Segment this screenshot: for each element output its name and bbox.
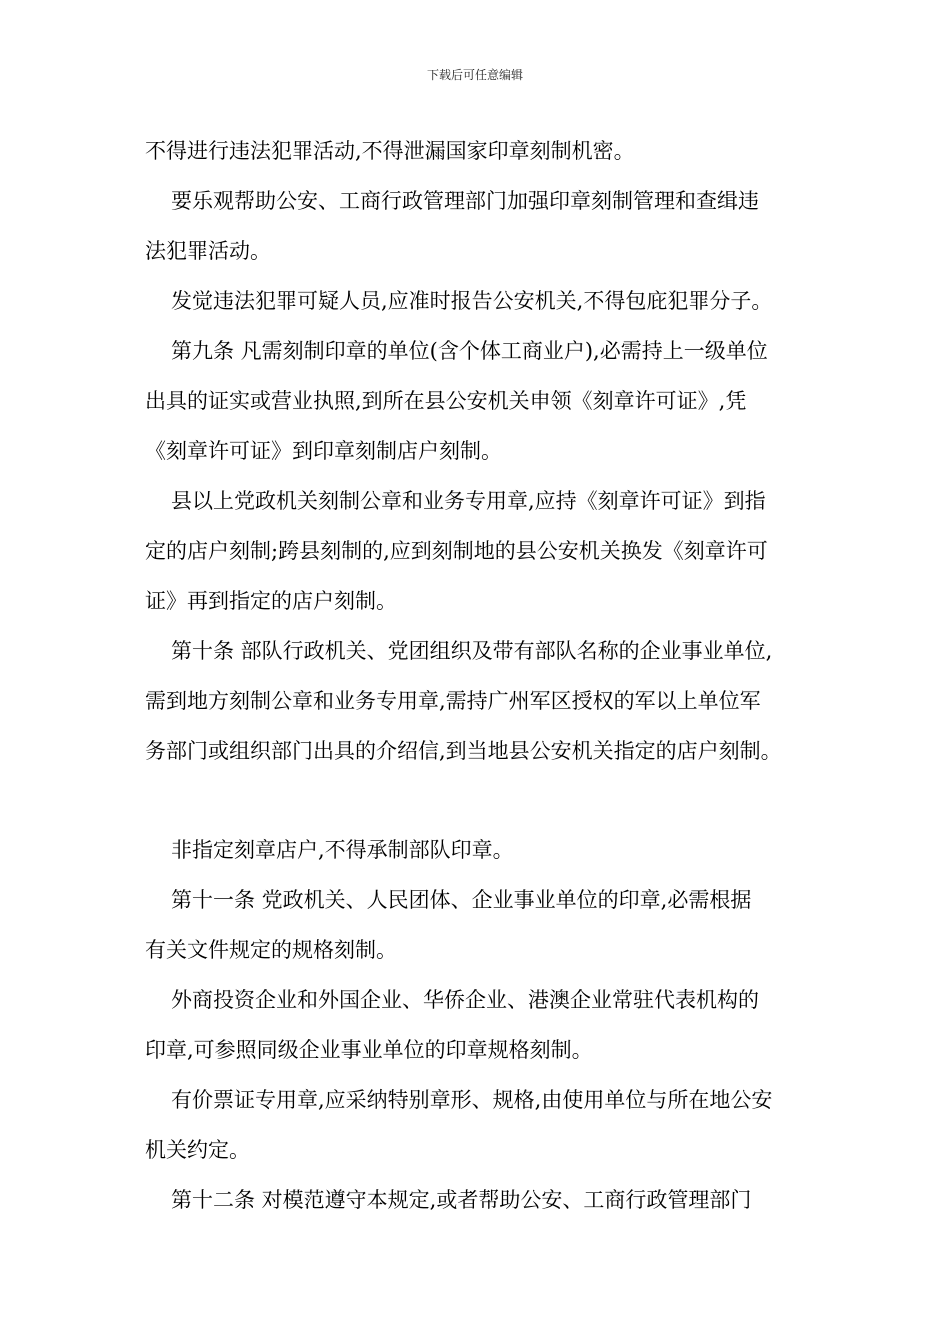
text-line: 县以上党政机关刻制公章和业务专用章,应持《刻章许可证》到指 xyxy=(171,489,766,513)
text-line: 机关约定。 xyxy=(145,1138,250,1162)
text-line: 要乐观帮助公安、工商行政管理部门加强印章刻制管理和查缉违 xyxy=(171,189,759,213)
text-line: 印章,可参照同级企业事业单位的印章规格刻制。 xyxy=(145,1038,593,1062)
text-line: 第十一条 党政机关、人民团体、企业事业单位的印章,必需根据 xyxy=(171,888,752,912)
text-line: 不得进行违法犯罪活动,不得泄漏国家印章刻制机密。 xyxy=(145,139,635,163)
text-line: 法犯罪活动。 xyxy=(145,239,271,263)
text-line: 定的店户刻制;跨县刻制的,应到刻制地的县公安机关换发《刻章许可 xyxy=(145,539,768,563)
text-line: 证》再到指定的店户刻制。 xyxy=(145,589,397,613)
text-line: 非指定刻章店户,不得承制部队印章。 xyxy=(171,838,514,862)
text-line: 外商投资企业和外国企业、华侨企业、港澳企业常驻代表机构的 xyxy=(171,988,759,1012)
text-line: 发觉违法犯罪可疑人员,应准时报告公安机关,不得包庇犯罪分子。 xyxy=(171,289,773,313)
text-line: 务部门或组织部门出具的介绍信,到当地县公安机关指定的店户刻制。 xyxy=(145,739,782,763)
text-line: 有价票证专用章,应采纳特别章形、规格,由使用单位与所在地公安 xyxy=(171,1088,773,1112)
text-line: 第十条 部队行政机关、党团组织及带有部队名称的企业事业单位, xyxy=(171,639,773,663)
text-line: 出具的证实或营业执照,到所在县公安机关申领《刻章许可证》,凭 xyxy=(145,389,747,413)
text-line: 《刻章许可证》到印章刻制店户刻制。 xyxy=(145,439,502,463)
page-header: 下载后可任意编辑 xyxy=(426,68,523,82)
text-line: 第十二条 对模范遵守本规定,或者帮助公安、工商行政管理部门 xyxy=(171,1188,752,1212)
text-line: 有关文件规定的规格刻制。 xyxy=(145,938,397,962)
text-line: 第九条 凡需刻制印章的单位(含个体工商业户),必需持上一级单位 xyxy=(171,339,768,363)
text-line: 需到地方刻制公章和业务专用章,需持广州军区授权的军以上单位军 xyxy=(145,689,761,713)
